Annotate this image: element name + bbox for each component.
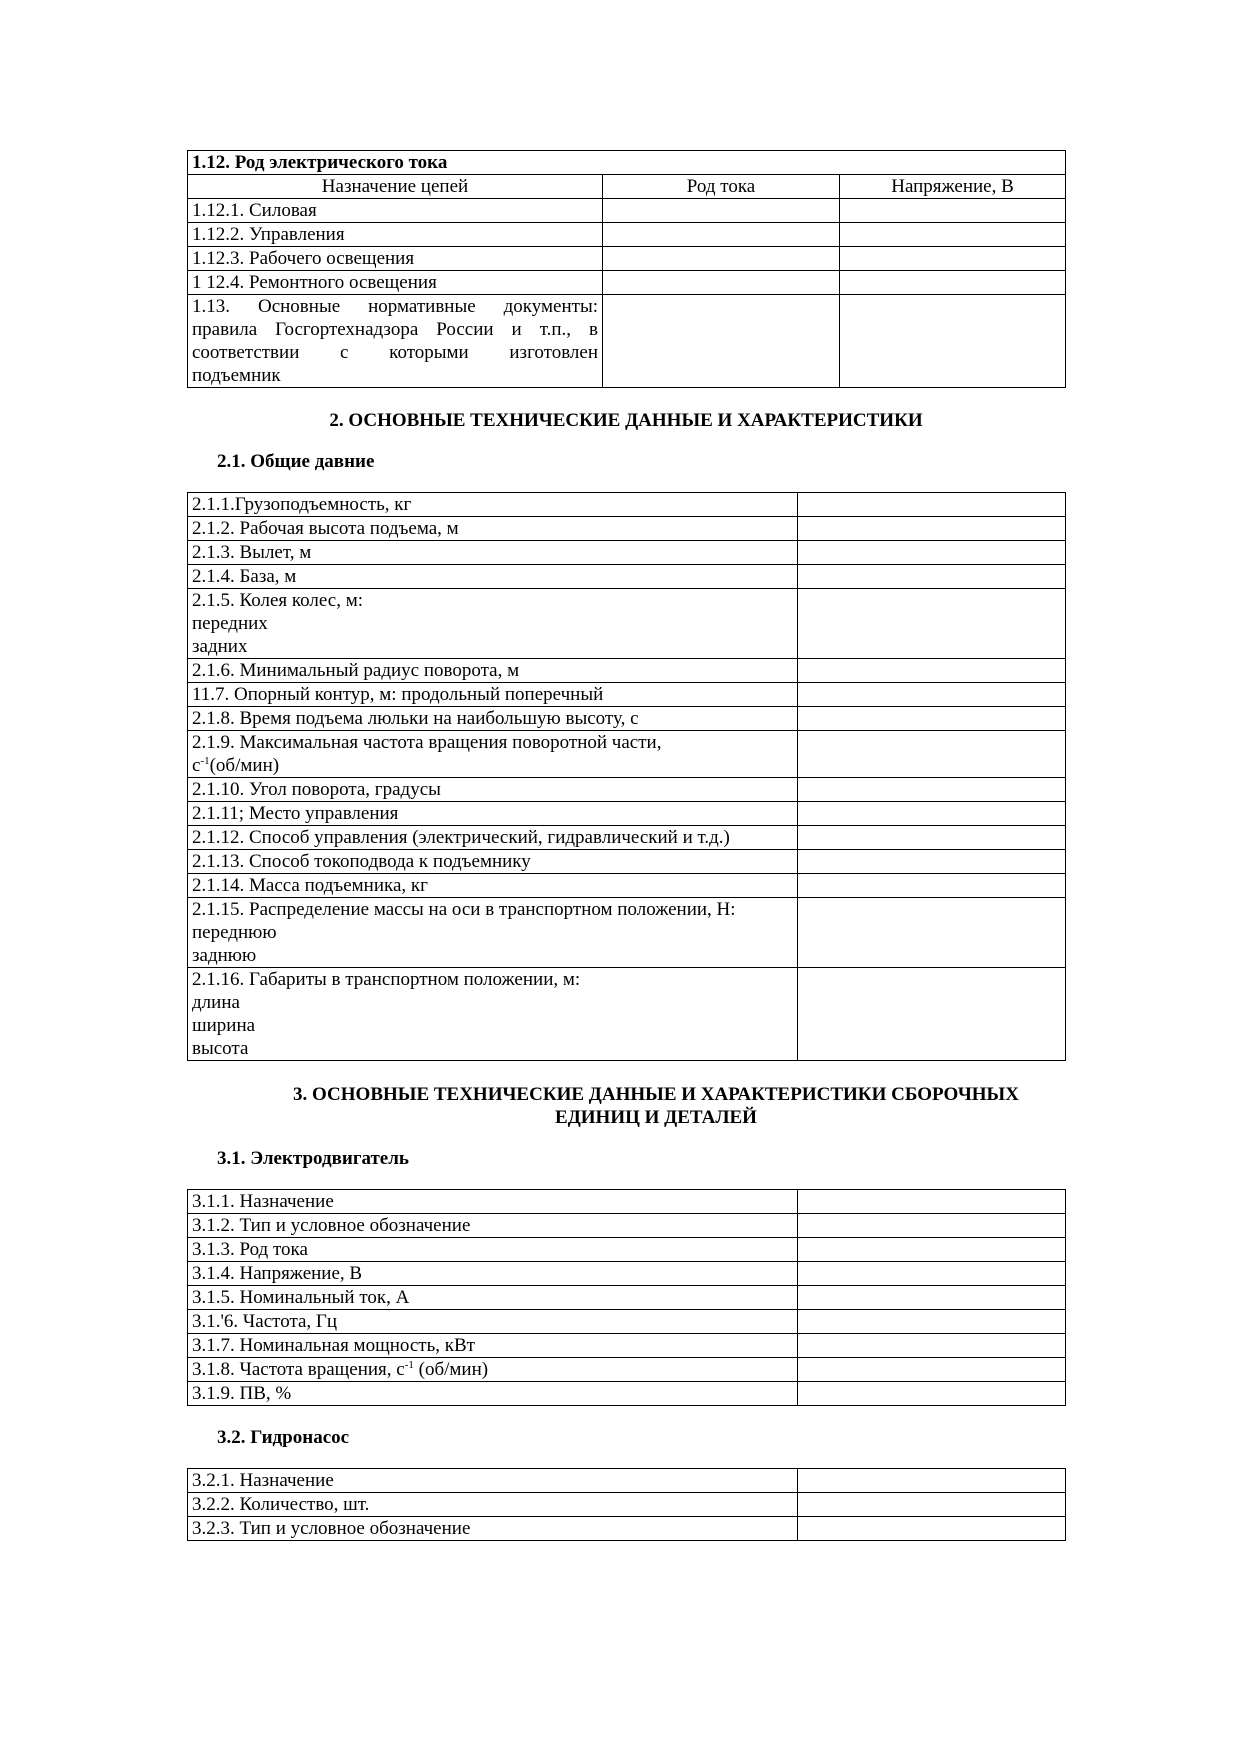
table-row <box>188 1214 1066 1238</box>
table-row <box>188 589 1066 659</box>
row-label: 3.2.3. Тип и условное обозначение <box>188 1517 798 1541</box>
row-label: 3.1.2. Тип и условное обозначение <box>188 1214 798 1238</box>
row-label: 3.1.4. Напряжение, В <box>188 1262 798 1286</box>
section-heading: 2. ОСНОВНЫЕ ТЕХНИЧЕСКИЕ ДАННЫЕ И ХАРАКТЕРИСТИКИ <box>329 410 923 431</box>
text-line: 2.1.9. Максимальная частота вращения поворотной части, <box>192 732 662 753</box>
empty-cell <box>840 271 1066 295</box>
empty-cell <box>798 1493 1066 1517</box>
empty-cell <box>798 1190 1066 1214</box>
row-label <box>188 898 798 968</box>
empty-cell <box>798 968 1066 1061</box>
table-title: 1.12. Род электрического тока <box>188 151 1066 175</box>
row-label: 2.1.11; Место управления <box>188 802 798 826</box>
row-text: 3.1.8. Частота вращения, с <box>192 1359 405 1380</box>
row-label: 2.1.3. Вылет, м <box>188 541 798 565</box>
empty-cell <box>798 589 1066 659</box>
text-line: 1.13. Основные нормативные документы: <box>192 296 598 317</box>
row-label: 3.1.5. Номинальный ток, А <box>188 1286 798 1310</box>
empty-cell <box>798 874 1066 898</box>
empty-cell <box>798 1517 1066 1541</box>
text-line: 2.1.15. Распределение массы на оси в транспортном положении, Н: <box>192 899 736 920</box>
row-label: 2.1.13. Способ токоподвода к подъемнику <box>188 850 798 874</box>
row-text: (об/мин) <box>413 1359 489 1380</box>
text-line: правила Госгортехнадзора России и т.п., в <box>192 319 598 340</box>
empty-cell <box>603 223 840 247</box>
row-label: 1.12.2. Управления <box>188 223 603 247</box>
table-row <box>188 517 1066 541</box>
unit-text: с <box>192 755 201 776</box>
row-label: 3.1.1. Назначение <box>188 1190 798 1214</box>
empty-cell <box>798 1382 1066 1406</box>
empty-cell <box>798 850 1066 874</box>
table-row <box>188 541 1066 565</box>
general-data-table <box>187 492 1066 1061</box>
electric-current-table <box>187 150 1066 388</box>
row-label <box>188 968 798 1061</box>
subsection-heading: 3.1. Электродвигатель <box>217 1148 409 1169</box>
empty-cell <box>798 1358 1066 1382</box>
empty-cell <box>798 659 1066 683</box>
empty-cell <box>840 295 1066 388</box>
table-row <box>188 731 1066 778</box>
empty-cell <box>798 778 1066 802</box>
empty-cell <box>798 731 1066 778</box>
row-label: 2.1.10. Угол поворота, градусы <box>188 778 798 802</box>
row-label: 3.1.9. ПВ, % <box>188 1382 798 1406</box>
row-label-docs <box>188 295 603 388</box>
table-row <box>188 778 1066 802</box>
row-label <box>188 731 798 778</box>
table-row <box>188 1469 1066 1493</box>
table-row <box>188 271 1066 295</box>
table-row <box>188 1517 1066 1541</box>
text-line: заднюю <box>192 945 257 966</box>
row-label: 3.1.7. Номинальная мощность, кВт <box>188 1334 798 1358</box>
empty-cell <box>798 898 1066 968</box>
table-row <box>188 707 1066 731</box>
motor-table <box>187 1189 1066 1406</box>
row-label: 3.1.'6. Частота, Гц <box>188 1310 798 1334</box>
table-row <box>188 223 1066 247</box>
empty-cell <box>603 199 840 223</box>
pump-table <box>187 1468 1066 1541</box>
row-label: 3.2.1. Назначение <box>188 1469 798 1493</box>
row-label: 3.2.2. Количество, шт. <box>188 1493 798 1517</box>
column-header: Род тока <box>603 175 840 199</box>
subsection-heading: 2.1. Общие давние <box>217 451 375 472</box>
row-label: 2.1.14. Масса подъемника, кг <box>188 874 798 898</box>
superscript: -1 <box>200 755 210 767</box>
table-row <box>188 826 1066 850</box>
empty-cell <box>798 541 1066 565</box>
table-row <box>188 1358 1066 1382</box>
document-page <box>187 150 1065 1541</box>
table-row <box>188 1286 1066 1310</box>
text-line: задних <box>192 636 248 657</box>
empty-cell <box>798 1214 1066 1238</box>
table-row <box>188 1382 1066 1406</box>
empty-cell <box>798 565 1066 589</box>
row-label <box>188 589 798 659</box>
row-label: 1 12.4. Ремонтного освещения <box>188 271 603 295</box>
row-label: 3.1.3. Род тока <box>188 1238 798 1262</box>
empty-cell <box>798 1262 1066 1286</box>
unit-text: (об/мин) <box>209 755 280 776</box>
empty-cell <box>798 683 1066 707</box>
empty-cell <box>840 247 1066 271</box>
table-row <box>188 898 1066 968</box>
empty-cell <box>798 802 1066 826</box>
table-row <box>188 1334 1066 1358</box>
row-label: 2.1.1.Грузоподъемность, кг <box>188 493 798 517</box>
empty-cell <box>798 1334 1066 1358</box>
empty-cell <box>798 1238 1066 1262</box>
table-row <box>188 1493 1066 1517</box>
text-line: высота <box>192 1038 249 1059</box>
text-line: передних <box>192 613 268 634</box>
text-line: 2.1.16. Габариты в транспортном положении, м: <box>192 969 581 990</box>
empty-cell <box>798 1469 1066 1493</box>
table-row <box>188 968 1066 1061</box>
table-row <box>188 1310 1066 1334</box>
row-label <box>188 1358 798 1382</box>
table-row <box>188 874 1066 898</box>
row-label: 11.7. Опорный контур, м: продольный поперечный <box>188 683 798 707</box>
subsection-heading: 3.2. Гидронасос <box>217 1427 350 1448</box>
row-label: 2.1.12. Способ управления (электрический, гидравлический и т.д.) <box>188 826 798 850</box>
empty-cell <box>840 223 1066 247</box>
superscript: -1 <box>404 1359 414 1371</box>
empty-cell <box>798 707 1066 731</box>
table-header-row <box>188 175 1066 199</box>
row-label: 2.1.2. Рабочая высота подъема, м <box>188 517 798 541</box>
section-heading <box>187 1083 1065 1129</box>
empty-cell <box>798 493 1066 517</box>
table-row <box>188 850 1066 874</box>
table-row <box>188 295 1066 388</box>
text-line: ширина <box>192 1015 256 1036</box>
column-header: Напряжение, В <box>840 175 1066 199</box>
row-label: 2.1.4. База, м <box>188 565 798 589</box>
table-row <box>188 802 1066 826</box>
heading-line: ЕДИНИЦ И ДЕТАЛЕЙ <box>555 1107 757 1128</box>
text-line <box>192 754 793 777</box>
text-line: переднюю <box>192 922 277 943</box>
row-label: 1.12.1. Силовая <box>188 199 603 223</box>
text-line: длина <box>192 992 240 1013</box>
text-line: подъемник <box>192 365 281 386</box>
empty-cell <box>798 1310 1066 1334</box>
empty-cell <box>840 199 1066 223</box>
table-row <box>188 247 1066 271</box>
table-row <box>188 493 1066 517</box>
table-row <box>188 659 1066 683</box>
text-line: 2.1.5. Колея колес, м: <box>192 590 364 611</box>
empty-cell <box>798 517 1066 541</box>
empty-cell <box>603 247 840 271</box>
column-header: Назначение цепей <box>188 175 603 199</box>
empty-cell <box>798 826 1066 850</box>
table-row <box>188 683 1066 707</box>
row-label: 2.1.8. Время подъема люльки на наибольшую высоту, с <box>188 707 798 731</box>
empty-cell <box>603 271 840 295</box>
empty-cell <box>603 295 840 388</box>
table-row <box>188 1238 1066 1262</box>
empty-cell <box>798 1286 1066 1310</box>
table-row <box>188 199 1066 223</box>
row-label: 1.12.3. Рабочего освещения <box>188 247 603 271</box>
table-row <box>188 565 1066 589</box>
table-row <box>188 1190 1066 1214</box>
text-line: соответствии с которыми изготовлен <box>192 342 598 363</box>
table-row <box>188 1262 1066 1286</box>
heading-line: 3. ОСНОВНЫЕ ТЕХНИЧЕСКИЕ ДАННЫЕ И ХАРАКТЕРИСТИКИ СБОРОЧНЫХ <box>293 1084 1019 1105</box>
row-label: 2.1.6. Минимальный радиус поворота, м <box>188 659 798 683</box>
